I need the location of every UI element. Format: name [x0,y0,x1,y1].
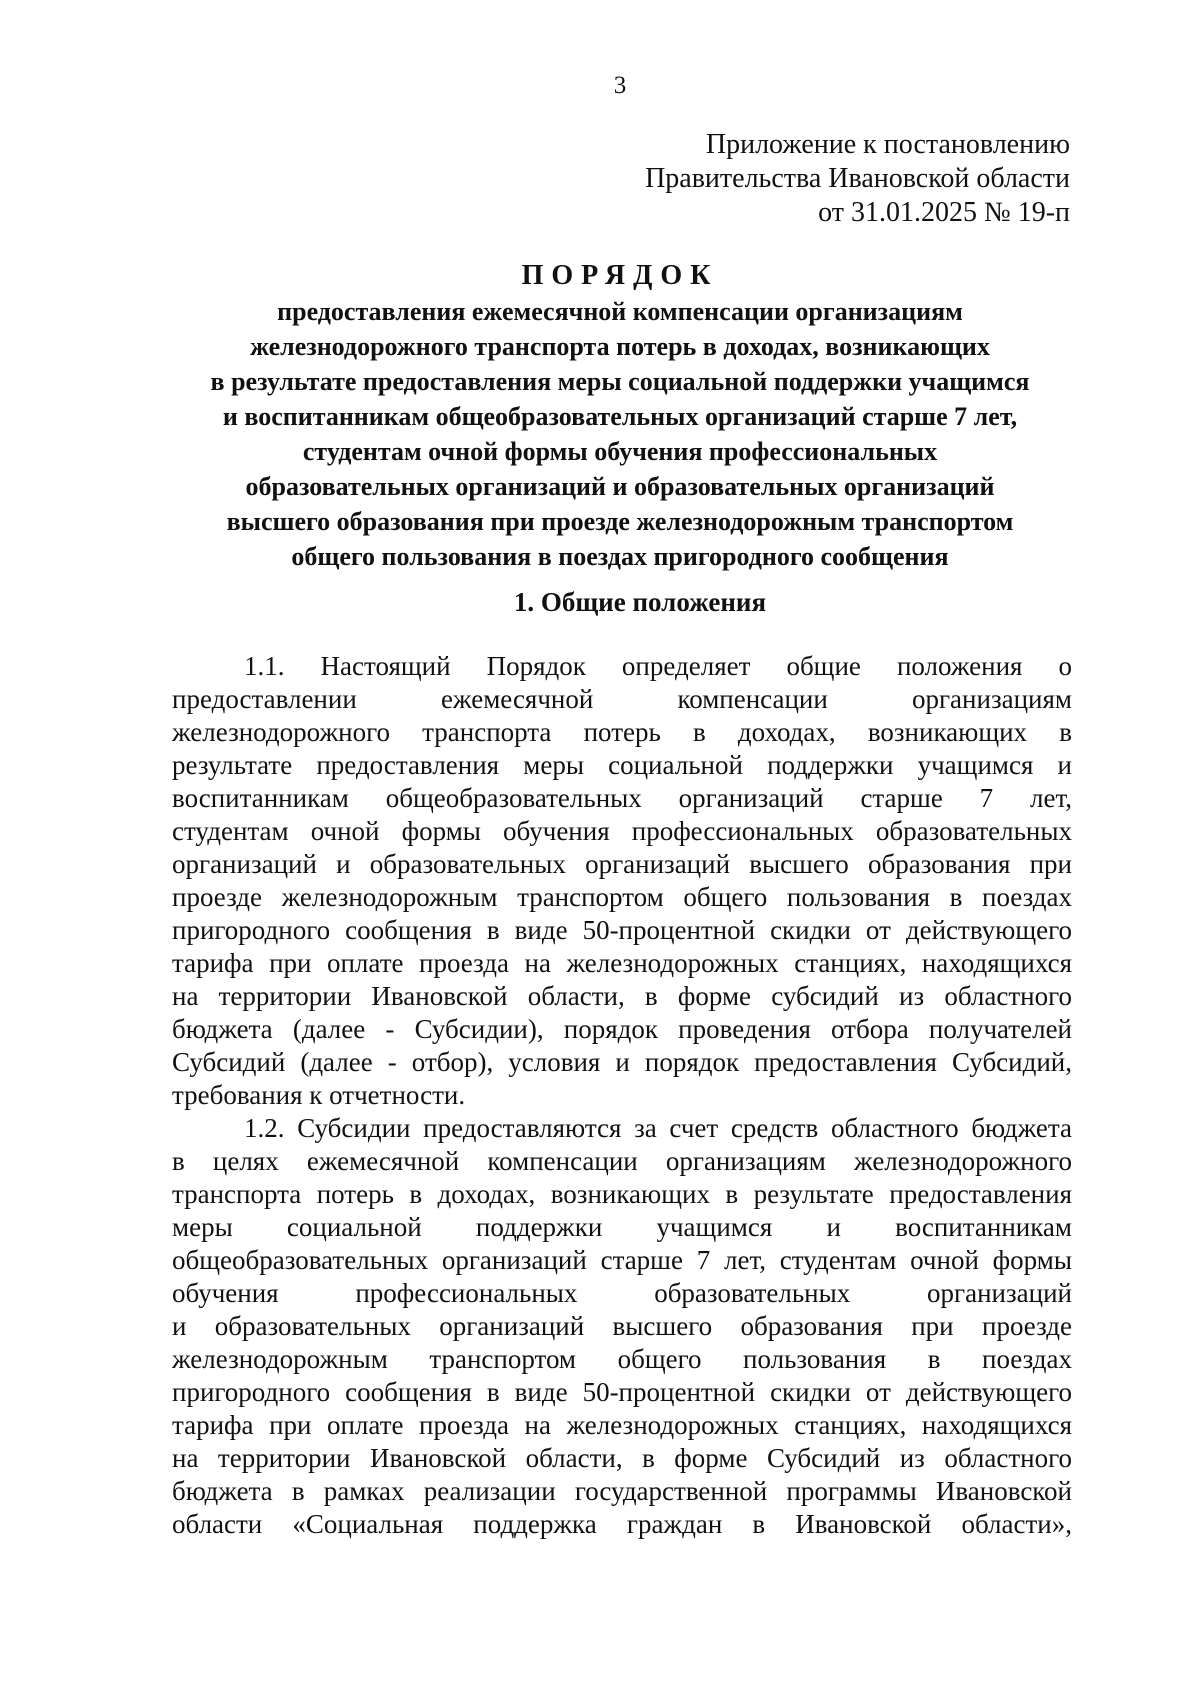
section-heading: 1. Общие положения [513,587,767,617]
paragraph-line: в целях ежемесячной компенсации организациям железнодорожного [172,1146,1072,1176]
paragraph-line: пригородного сообщения в виде 50-процентной скидки от действующего [172,1377,1072,1407]
paragraph-line: бюджета (далее - Субсидии), порядок проведения отбора получателей [172,1014,1072,1044]
paragraph-line: на территории Ивановской области, в форме Субсидий из областного [172,1443,1072,1473]
paragraph-line: общеобразовательных организаций старше 7 лет, студентам очной формы [172,1245,1072,1275]
paragraph-line: требования к отчетности. [172,1080,466,1110]
paragraph-line: железнодорожного транспорта потерь в доходах, возникающих в [172,717,1072,747]
paragraph-line: студентам очной формы обучения профессиональных образовательных [172,816,1072,846]
paragraph-line: 1.2. Субсидии предоставляются за счет средств областного бюджета [244,1113,1072,1143]
approval-line: Правительства Ивановской области [645,163,1070,194]
approval-line: Приложение к постановлению [705,129,1070,160]
paragraph-line: меры социальной поддержки учащимся и воспитанникам [172,1212,1072,1242]
page-number: 3 [613,72,627,99]
paragraph-line: области «Социальная поддержка граждан в Ивановской области», [172,1509,1072,1539]
paragraph-line: тарифа при оплате проезда на железнодорожных станциях, находящихся [172,1410,1072,1440]
paragraph-line: предоставлении ежемесячной компенсации организациям [172,684,1072,714]
subtitle-line: студентам очной формы обучения профессиональных [302,437,938,466]
subtitle-line: и воспитанникам общеобразовательных организаций старше 7 лет, [222,402,1018,431]
paragraph-line: проезде железнодорожным транспортом общего пользования в поездах [172,882,1072,912]
paragraph-line: обучения профессиональных образовательных организаций [172,1278,1072,1308]
paragraph-line: воспитанникам общеобразовательных организаций старше 7 лет, [172,783,1072,813]
approval-stamp [645,128,1070,230]
paragraph-1-1 [172,650,1072,1112]
paragraph-line: на территории Ивановской области, в форме субсидий из областного [172,981,1072,1011]
document-title: ПОРЯДОК [521,260,719,291]
paragraph-line: пригородного сообщения в виде 50-процентной скидки от действующего [172,915,1072,945]
paragraph-line: транспорта потерь в доходах, возникающих в результате предоставления [172,1179,1072,1209]
paragraph-line: железнодорожным транспортом общего пользования в поездах [172,1344,1072,1374]
paragraph-line: бюджета в рамках реализации государственной программы Ивановской [172,1476,1072,1506]
paragraph-line: и образовательных организаций высшего образования при проезде [172,1311,1072,1341]
subtitle-line: в результате предоставления меры социальной поддержки учащимся [210,367,1030,396]
paragraph-line: тарифа при оплате проезда на железнодорожных станциях, находящихся [172,948,1072,978]
paragraph-line: 1.1. Настоящий Порядок определяет общие положения о [244,651,1072,681]
paragraph-line: организаций и образовательных организаций высшего образования при [172,849,1072,879]
paragraph-line: Субсидий (далее - отбор), условия и порядок предоставления Субсидий, [172,1047,1072,1077]
paragraph-1-2 [172,1112,1072,1541]
subtitle-line: предоставления ежемесячной компенсации организациям [277,297,963,326]
subtitle-line: железнодорожного транспорта потерь в доходах, возникающих [250,332,990,361]
document-subtitle [0,294,1200,574]
paragraph-line: результате предоставления меры социальной поддержки учащимся и [172,750,1072,780]
approval-line: от 31.01.2025 № 19-п [818,197,1070,228]
document-body [172,650,1072,1541]
subtitle-line: высшего образования при проезде железнодорожным транспортом [226,507,1014,536]
subtitle-line: общего пользования в поездах пригородного сообщения [291,542,949,571]
subtitle-line: образовательных организаций и образовательных организаций [245,472,995,501]
